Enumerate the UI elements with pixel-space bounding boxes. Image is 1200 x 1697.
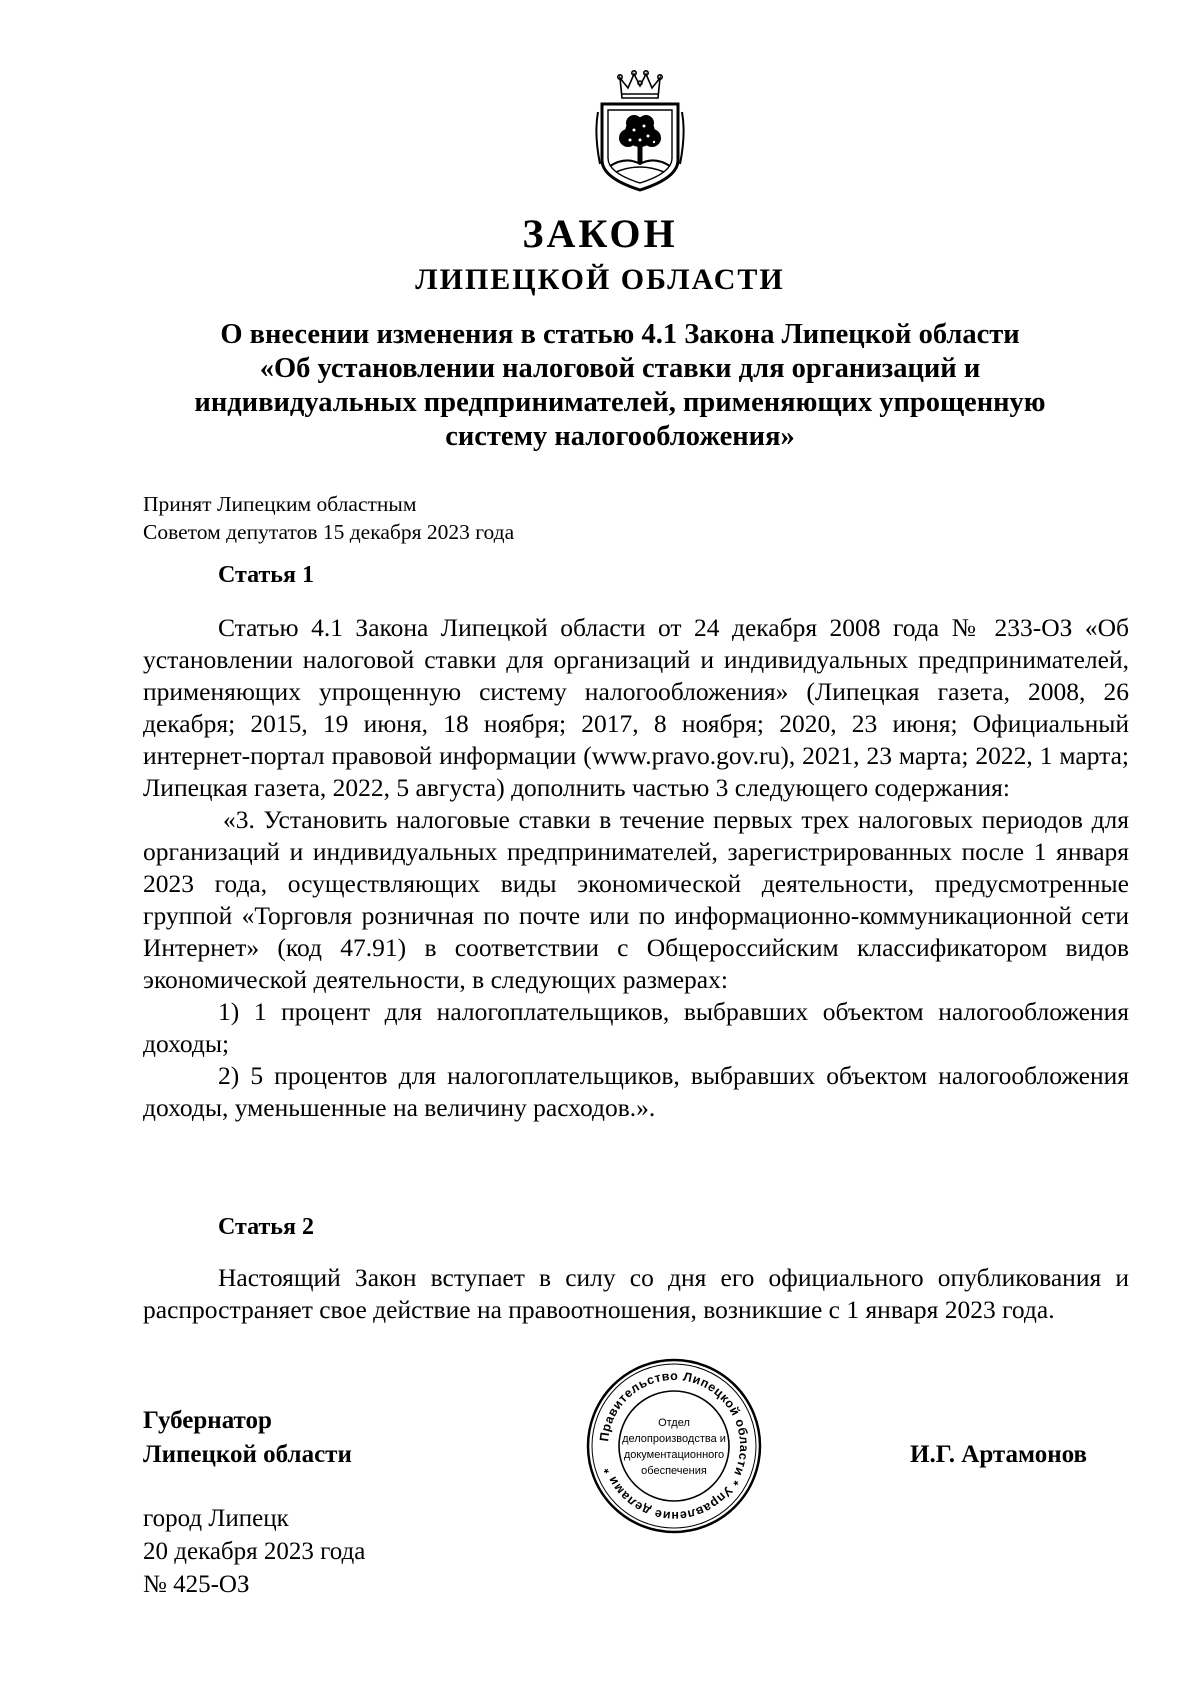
seal-center-text: обеспечения — [641, 1465, 707, 1477]
footer-date: 20 декабря 2023 года — [143, 1538, 366, 1565]
seal-center-text: документационного — [623, 1449, 725, 1461]
article-2-title: Статья 2 — [218, 1214, 314, 1240]
article-1-paragraph: «3. Установить налоговые ставки в течение первых трех налоговых периодов для организаций и индивидуальных предпринимателей, зарегистрированных после 1 января 2023 года, осуществляющих виды экономической деятельности, предусмотренные группой «Торговля розничная по почте или по информационно-коммуникационной сети Интернет» (код 47.91) в соответствии с Общероссийским классификатором видов экономической деятельности, в следующих размерах: — [143, 805, 1129, 994]
law-heading-line: «Об установлении налоговой ставки для организаций и — [259, 353, 981, 384]
coat-of-arms-emblem — [592, 68, 688, 194]
article-1-body — [143, 612, 1129, 1124]
article-2-body — [143, 1262, 1129, 1326]
article-1-list-item: 1) 1 процент для налогоплательщиков, выбравших объектом налогообложения доходы; — [143, 997, 1129, 1058]
document-title: ЗАКОН — [522, 211, 678, 256]
law-heading-line: систему налогообложения» — [445, 421, 795, 452]
law-heading-line: О внесении изменения в статью 4.1 Закона Липецкой области — [220, 319, 1020, 350]
footer-number: № 425-ОЗ — [143, 1571, 250, 1598]
adoption-note-line: Советом депутатов 15 декабря 2023 года — [143, 520, 515, 544]
adoption-note — [143, 490, 514, 546]
law-heading-line: индивидуальных предпринимателей, применяющих упрощенную — [194, 387, 1046, 418]
article-2-paragraph: Настоящий Закон вступает в силу со дня его официального опубликования и распространяет свое действие на правоотношения, возникшие с 1 января 2023 года. — [143, 1263, 1129, 1324]
adoption-note-line: Принят Липецким областным — [143, 492, 417, 516]
signatory-position — [143, 1404, 352, 1472]
document-footer — [143, 1502, 365, 1601]
article-1-paragraph: Статью 4.1 Закона Липецкой области от 24 декабря 2008 года № 233-ОЗ «Об установлении налоговой ставки для организаций и индивидуальных предпринимателей, применяющих упрощенную систему налогообложения» (Липецкая газета, 2008, 26 декабря; 2015, 19 июня, 18 ноября; 2017, 8 ноября; 2020, 23 июня; Официальный интернет-портал правовой информации (www.pravo.gov.ru), 2021, 23 марта; 2022, 1 марта; Липецкая газета, 2022, 5 августа) дополнить частью 3 следующего содержания: — [143, 613, 1129, 802]
seal-center-text: делопроизводства и — [622, 1433, 726, 1445]
article-1-title: Статья 1 — [218, 562, 314, 588]
document-subtitle: ЛИПЕЦКОЙ ОБЛАСТИ — [415, 263, 785, 296]
signatory-name: И.Г. Артамонов — [910, 1441, 1087, 1468]
seal-center-text: Отдел — [658, 1417, 690, 1429]
footer-city: город Липецк — [143, 1505, 289, 1532]
signatory-position-line: Липецкой области — [143, 1441, 352, 1468]
signatory-position-line: Губернатор — [143, 1407, 272, 1434]
seal-ring-text: Правительство Липецкой области * Управление делами * — [597, 1368, 752, 1524]
official-seal — [584, 1356, 764, 1536]
article-1-list-item: 2) 5 процентов для налогоплательщиков, выбравших объектом налогообложения доходы, уменьшенные на величину расходов.». — [143, 1061, 1129, 1122]
law-heading — [140, 318, 1100, 454]
